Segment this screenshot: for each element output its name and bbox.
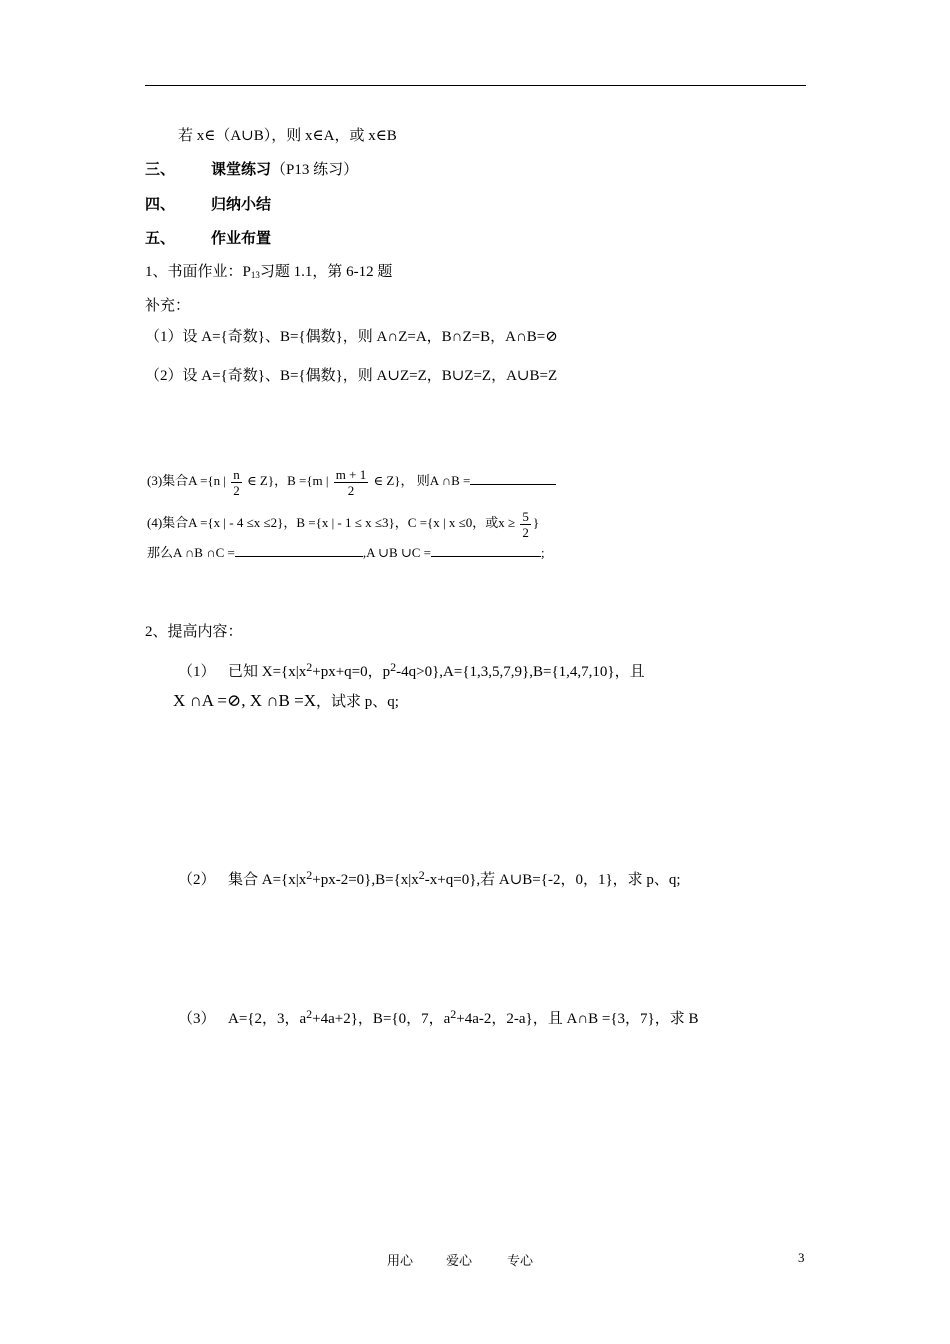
adv3-part-c: +4a-2，2-a}，且 A∩B ={3，7}，求 B: [456, 1011, 699, 1027]
adv1-line2-text: ，试求 p、q;: [315, 694, 399, 710]
superscript: 2: [418, 868, 425, 882]
supp4-line2-b: ,A ∪B ∪C =: [362, 545, 432, 560]
adv3-part-b: +4a+2}，B={0，7，a: [312, 1011, 451, 1027]
supp3-part-a: (3)集合A ={n |: [147, 473, 227, 488]
adv2-part-b: +px-2=0},B={x|x: [312, 872, 419, 888]
advanced-item-1-line-2: [173, 691, 399, 712]
adv1-part-c: -4q>0},A={1,3,5,7,9},B={1,4,7,10}，且: [396, 664, 645, 680]
section-suffix: （P13 练习）: [271, 162, 359, 178]
superscript: 2: [306, 868, 313, 882]
fraction-5-over-2: [520, 509, 531, 540]
answer-blank: [235, 544, 363, 557]
homework-prefix: 1、书面作业：P: [145, 264, 251, 280]
fraction-numerator: 5: [522, 508, 529, 524]
section-title: 作业布置: [211, 231, 272, 247]
adv3-part-a: A={2，3，a: [228, 1011, 307, 1027]
homework-suffix: 习题 1.1，第 6-12 题: [259, 264, 393, 280]
supp4-line2-a: 那么A ∩B ∩C =: [147, 545, 235, 560]
section-number: 三、: [145, 162, 176, 178]
supp4-line2-c: ;: [541, 545, 545, 560]
supplement-item-4: [147, 505, 539, 541]
advanced-label: 2、提高内容：: [145, 624, 243, 640]
homework-page-subscript: 13: [250, 270, 260, 280]
item-number: （3）: [178, 1011, 216, 1027]
superscript: 2: [306, 660, 313, 674]
fraction-denominator: 2: [233, 482, 240, 498]
supplement-item-1-text: （1）设 A={奇数}、B={偶数}，则 A∩Z=A，B∩Z=B，A∩B=: [145, 329, 546, 345]
superscript: 2: [450, 1007, 457, 1021]
adv2-part-a: 集合 A={x|x: [228, 872, 307, 888]
section-four-heading: [145, 195, 271, 215]
section-five-heading: [145, 229, 271, 249]
supp4-part-a: (4)集合A ={x | - 4 ≤x ≤2}，B ={x | - 1 ≤ x ≤3}，C ={x | x ≤0，或x ≥: [147, 515, 516, 530]
answer-blank: [470, 472, 556, 485]
section-three-heading: [145, 160, 358, 180]
adv1-part-a: 已知 X={x|x: [228, 664, 307, 680]
footer-motto-3: 专心: [507, 1253, 534, 1268]
fraction-numerator: m + 1: [335, 466, 367, 482]
union-definition-line: 若 x∈（A∪B），则 x∈A，或 x∈B: [178, 128, 397, 144]
item-number: （2）: [178, 872, 216, 888]
fraction-denominator: 2: [522, 524, 529, 540]
advanced-item-1: [178, 657, 645, 682]
item-number: （1）: [178, 664, 216, 680]
fraction-numerator: n: [233, 466, 240, 482]
superscript: 2: [390, 660, 397, 674]
section-title: 课堂练习: [211, 162, 272, 178]
footer-motto-1: 用心: [387, 1253, 414, 1268]
advanced-item-3: [178, 1004, 699, 1029]
supplement-label: 补充：: [145, 298, 191, 314]
advanced-item-2: [178, 865, 681, 890]
supp3-part-c: ∈ Z}， 则A ∩B =: [373, 473, 471, 488]
page-number: 3: [798, 1250, 805, 1265]
supplement-item-3: [147, 463, 556, 499]
supplement-item-2: （2）设 A={奇数}、B={偶数}，则 A∪Z=Z，B∪Z=Z，A∪B=Z: [145, 368, 558, 384]
footer-motto-2: 爱心: [446, 1253, 473, 1268]
section-number: 五、: [145, 231, 176, 247]
fraction-denominator: 2: [347, 482, 355, 498]
adv2-part-c: -x+q=0},若 A∪B={-2，0，1}，求 p、q;: [424, 872, 681, 888]
superscript: 2: [306, 1007, 313, 1021]
homework-line: [145, 262, 392, 285]
supp4-part-b: }: [532, 515, 540, 530]
supplement-item-1: [145, 327, 558, 347]
supplement-item-4-line-2: [147, 543, 545, 563]
fraction-m-plus-1-over-2: [334, 467, 368, 498]
empty-set-symbol: ⊘: [545, 329, 558, 345]
header-rule: [145, 85, 806, 86]
supp3-part-b: ∈ Z}，B ={m |: [247, 473, 329, 488]
section-number: 四、: [145, 197, 176, 213]
answer-blank: [431, 544, 541, 557]
fraction-n-over-2: [231, 467, 242, 498]
adv1-part-b: +px+q=0，p: [312, 664, 391, 680]
section-title: 归纳小结: [211, 197, 272, 213]
adv1-math-condition: X ∩A =⊘, X ∩B =X: [173, 691, 316, 710]
